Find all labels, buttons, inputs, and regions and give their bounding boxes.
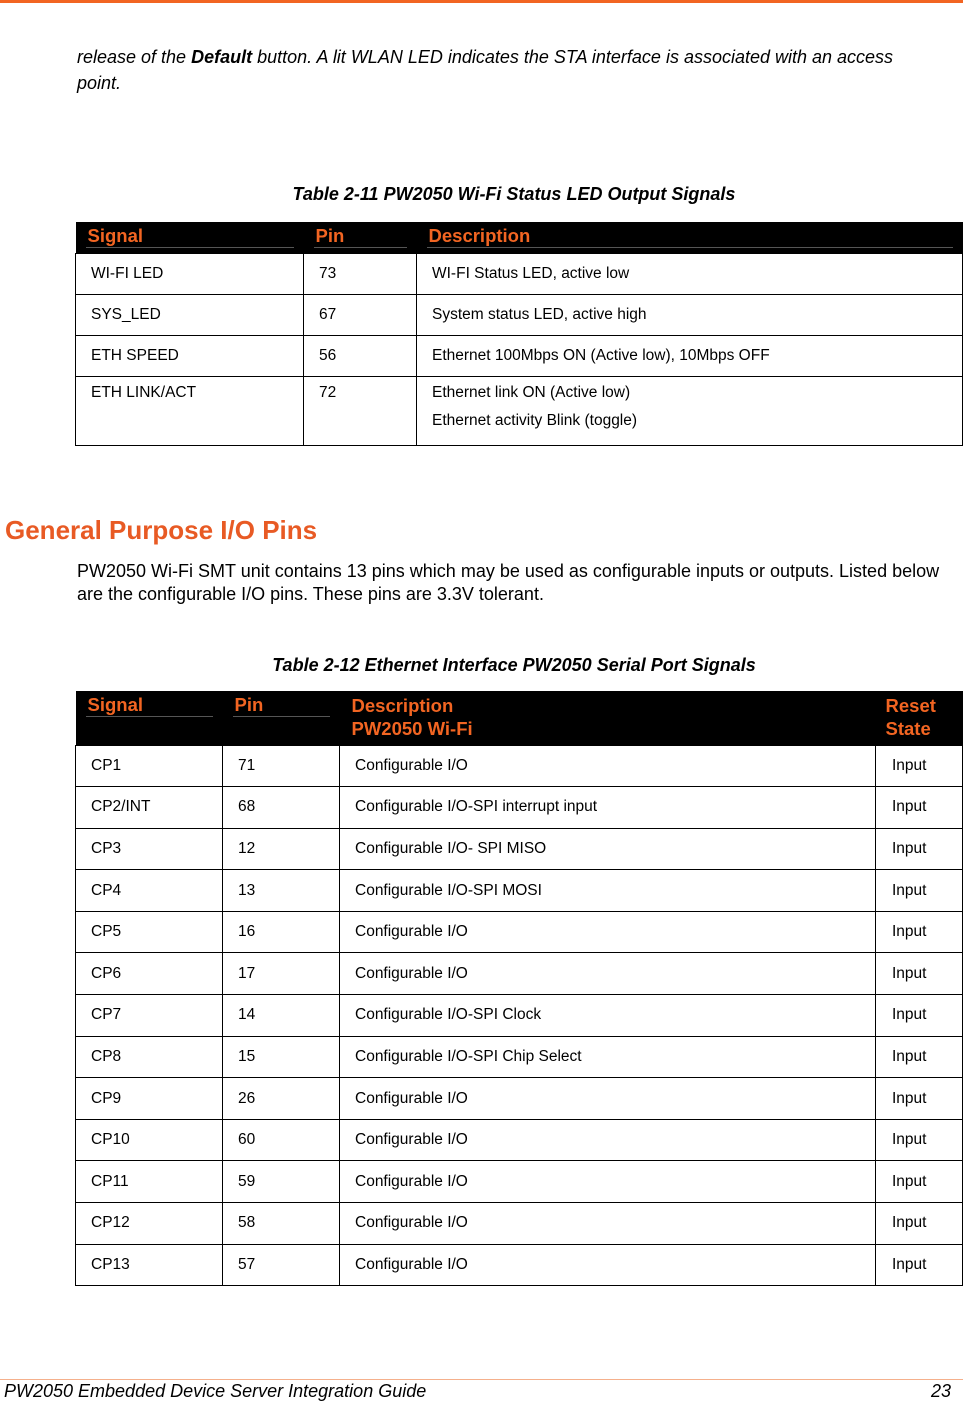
description-line: Ethernet link ON (Active low) xyxy=(432,383,631,401)
description-cell: Configurable I/O xyxy=(340,745,876,787)
pin-cell: 71 xyxy=(223,745,340,787)
table-row xyxy=(76,953,963,995)
pin-cell: 57 xyxy=(223,1244,340,1286)
signal-cell: CP3 xyxy=(76,828,223,870)
signal-cell: CP6 xyxy=(76,953,223,995)
description-cell: Configurable I/O xyxy=(340,1119,876,1161)
pin-cell: 14 xyxy=(223,995,340,1037)
pin-cell: 60 xyxy=(223,1119,340,1161)
pin-cell: 72 xyxy=(304,376,417,445)
table-row xyxy=(76,828,963,870)
table-row xyxy=(76,376,963,445)
description-cell: Configurable I/O xyxy=(340,953,876,995)
reset-state-cell: Input xyxy=(876,1078,963,1120)
intro-paragraph: release of the Default button. A lit WLAN LED indicates the STA interface is associated with an access point. xyxy=(77,47,894,93)
description-cell: Configurable I/O-SPI interrupt input xyxy=(340,787,876,829)
gpio-pins-table xyxy=(75,691,963,1286)
table-row xyxy=(76,1119,963,1161)
signal-cell: CP4 xyxy=(76,870,223,912)
signal-cell: CP9 xyxy=(76,1078,223,1120)
pin-cell: 16 xyxy=(223,911,340,953)
table2-caption: Table 2-12 Ethernet Interface PW2050 Serial Port Signals xyxy=(272,655,756,675)
description-cell: Configurable I/O xyxy=(340,1244,876,1286)
reset-state-cell: Input xyxy=(876,995,963,1037)
reset-state-cell: Input xyxy=(876,1036,963,1078)
description-cell: Ethernet 100Mbps ON (Active low), 10Mbps OFF xyxy=(417,335,963,376)
signal-cell: CP12 xyxy=(76,1203,223,1245)
default-keyword: Default xyxy=(191,47,253,67)
signal-cell: CP5 xyxy=(76,911,223,953)
pin-cell: 26 xyxy=(223,1078,340,1120)
top-rule xyxy=(0,0,963,3)
pin-cell: 68 xyxy=(223,787,340,829)
pin-cell: 73 xyxy=(304,253,417,294)
pin-cell: 67 xyxy=(304,294,417,335)
description-cell: Configurable I/O xyxy=(340,911,876,953)
description-cell: Configurable I/O-SPI Chip Select xyxy=(340,1036,876,1078)
signal-cell: CP7 xyxy=(76,995,223,1037)
description-cell: Configurable I/O- SPI MISO xyxy=(340,828,876,870)
table1-header-description: Description xyxy=(417,222,963,253)
table1-header-signal: Signal xyxy=(76,222,304,253)
signal-cell: CP13 xyxy=(76,1244,223,1286)
table-row xyxy=(76,1161,963,1203)
reset-state-cell: Input xyxy=(876,953,963,995)
pin-cell: 17 xyxy=(223,953,340,995)
description-cell: Configurable I/O xyxy=(340,1078,876,1120)
reset-state-cell: Input xyxy=(876,870,963,912)
section-body: PW2050 Wi-Fi SMT unit contains 13 pins which may be used as configurable inputs or outputs. Listed below are the configurable I/O pins. These pins are 3.3V tolerant. xyxy=(77,561,940,604)
footer-rule xyxy=(0,1379,963,1380)
description-cell: WI-FI Status LED, active low xyxy=(417,253,963,294)
signal-cell: CP8 xyxy=(76,1036,223,1078)
reset-state-cell: Input xyxy=(876,1244,963,1286)
pin-cell: 12 xyxy=(223,828,340,870)
led-signals-table xyxy=(75,222,963,446)
signal-cell: WI-FI LED xyxy=(76,253,304,294)
signal-cell: SYS_LED xyxy=(76,294,304,335)
table-row xyxy=(76,745,963,787)
signal-cell: CP10 xyxy=(76,1119,223,1161)
signal-cell: CP2/INT xyxy=(76,787,223,829)
signal-cell: CP11 xyxy=(76,1161,223,1203)
table-row xyxy=(76,1078,963,1120)
reset-state-cell: Input xyxy=(876,828,963,870)
reset-state-cell: Input xyxy=(876,745,963,787)
description-cell: System status LED, active high xyxy=(417,294,963,335)
table2-header-pin: Pin xyxy=(223,691,340,745)
table1-caption: Table 2-11 PW2050 Wi-Fi Status LED Output Signals xyxy=(292,184,736,204)
description-cell xyxy=(417,376,963,445)
reset-state-cell: Input xyxy=(876,1203,963,1245)
reset-state-cell: Input xyxy=(876,911,963,953)
table-row xyxy=(76,335,963,376)
table-row xyxy=(76,870,963,912)
signal-cell: CP1 xyxy=(76,745,223,787)
table-row xyxy=(76,294,963,335)
description-cell: Configurable I/O xyxy=(340,1203,876,1245)
table-row xyxy=(76,1036,963,1078)
reset-state-cell: Input xyxy=(876,787,963,829)
reset-state-cell: Input xyxy=(876,1161,963,1203)
table2-header-description: Description PW2050 Wi-Fi xyxy=(340,691,876,745)
signal-cell: ETH LINK/ACT xyxy=(76,376,304,445)
description-cell: Configurable I/O-SPI MOSI xyxy=(340,870,876,912)
signal-cell: ETH SPEED xyxy=(76,335,304,376)
table-row xyxy=(76,1203,963,1245)
description-cell: Configurable I/O xyxy=(340,1161,876,1203)
pin-cell: 59 xyxy=(223,1161,340,1203)
description-cell: Configurable I/O-SPI Clock xyxy=(340,995,876,1037)
table-row xyxy=(76,787,963,829)
table-row xyxy=(76,253,963,294)
pin-cell: 56 xyxy=(304,335,417,376)
table-row xyxy=(76,995,963,1037)
table-row xyxy=(76,1244,963,1286)
table2-header-reset-state: Reset State xyxy=(876,691,963,745)
pin-cell: 58 xyxy=(223,1203,340,1245)
table1-header-pin: Pin xyxy=(304,222,417,253)
pin-cell: 13 xyxy=(223,870,340,912)
section-heading: General Purpose I/O Pins xyxy=(5,515,318,545)
description-line: Ethernet activity Blink (toggle) xyxy=(432,411,638,429)
pin-cell: 15 xyxy=(223,1036,340,1078)
reset-state-cell: Input xyxy=(876,1119,963,1161)
footer-title: PW2050 Embedded Device Server Integration Guide xyxy=(4,1381,427,1401)
table2-header-signal: Signal xyxy=(76,691,223,745)
table-row xyxy=(76,911,963,953)
page-number: 23 xyxy=(930,1381,951,1401)
